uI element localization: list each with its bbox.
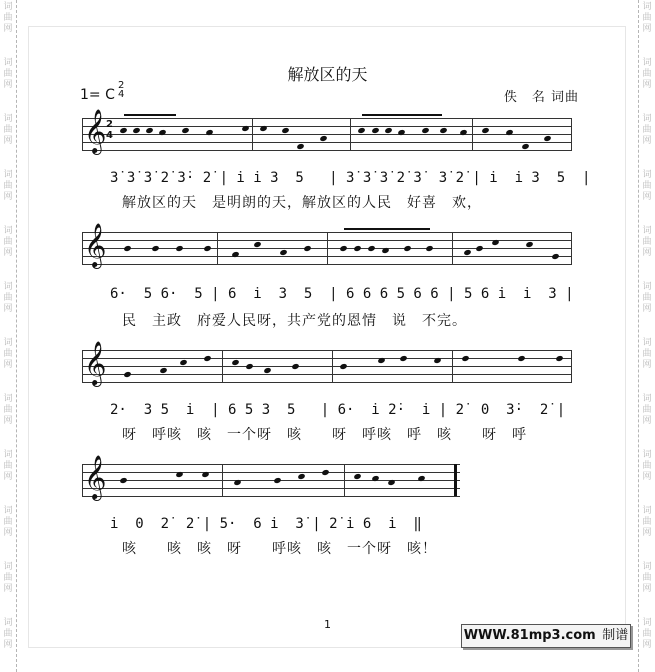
brand-link[interactable] — [461, 624, 631, 648]
watermark-glyph: 曲 — [642, 13, 652, 23]
watermark-glyph: 词 — [642, 170, 652, 180]
watermark-glyph: 词 — [642, 450, 652, 460]
watermark-glyph: 曲 — [3, 181, 13, 191]
author-credit: 佚 名 词曲 — [503, 90, 579, 105]
jianpu-line-1: 3̇ 3̇ 3̇ 2̇ 3̇· 2̇ | i̇ i̇ 3 5 | 3̇ 3̇ 3̇ 2̇ 3̇ 3̇ 2̇ | i̇ i̇ 3 5 | — [110, 170, 591, 186]
watermark-glyph: 词 — [642, 226, 652, 236]
watermark-glyph: 曲 — [3, 293, 13, 303]
time-signature — [118, 81, 124, 99]
watermark-glyph: 曲 — [3, 349, 13, 359]
right-watermark-column — [639, 0, 655, 672]
watermark-glyph: 网 — [3, 248, 13, 258]
staff-system-1 — [82, 109, 572, 153]
watermark-glyph: 词 — [3, 58, 13, 68]
watermark-glyph: 曲 — [642, 181, 652, 191]
watermark-glyph: 曲 — [3, 517, 13, 527]
watermark-glyph: 网 — [3, 136, 13, 146]
watermark-glyph: 网 — [3, 304, 13, 314]
watermark-glyph: 词 — [642, 394, 652, 404]
right-divider — [638, 0, 639, 672]
watermark-glyph: 词 — [642, 562, 652, 572]
watermark-glyph: 曲 — [642, 517, 652, 527]
watermark-glyph: 曲 — [3, 461, 13, 471]
lyric-line-3: 呀 呼咳 咳 一个呀 咳 呀 呼咳 呼 咳 呀 呼 — [122, 427, 527, 443]
watermark-glyph: 网 — [642, 136, 652, 146]
page-number: 1 — [324, 618, 331, 631]
watermark-glyph: 词 — [3, 170, 13, 180]
watermark-glyph: 网 — [642, 528, 652, 538]
left-divider — [16, 0, 17, 672]
watermark-glyph: 词 — [642, 2, 652, 12]
watermark-glyph: 曲 — [3, 237, 13, 247]
watermark-glyph: 词 — [642, 618, 652, 628]
watermark-glyph: 曲 — [642, 69, 652, 79]
watermark-glyph: 词 — [3, 394, 13, 404]
watermark-glyph: 网 — [642, 24, 652, 34]
lyric-line-2: 民 主政 府爱人民呀，共产党的恩情 说 不完。 — [122, 313, 467, 329]
watermark-glyph: 曲 — [3, 13, 13, 23]
watermark-glyph: 网 — [3, 416, 13, 426]
watermark-glyph: 曲 — [642, 293, 652, 303]
lyric-line-1: 解放区的天 是明朗的天，解放区的人民 好喜 欢， — [122, 195, 482, 211]
treble-clef-icon: 𝄞 — [84, 223, 107, 267]
watermark-glyph: 曲 — [642, 629, 652, 639]
lyric-line-4: 咳 咳 咳 呀 呼咳 咳 一个呀 咳！ — [122, 541, 437, 557]
watermark-glyph: 网 — [642, 360, 652, 370]
watermark-glyph: 词 — [642, 282, 652, 292]
watermark-glyph: 网 — [3, 192, 13, 202]
watermark-glyph: 曲 — [3, 629, 13, 639]
jianpu-line-2: 6· 5 6· 5 | 6 i̇ 3 5 | 6 6 6 5 6 6 | 5 6 i̇ i̇ 3 | — [110, 286, 574, 302]
time-top: 2 — [118, 80, 125, 91]
treble-clef-icon: 𝄞 — [84, 109, 107, 153]
watermark-glyph: 网 — [3, 24, 13, 34]
watermark-glyph: 曲 — [642, 405, 652, 415]
watermark-glyph: 词 — [3, 618, 13, 628]
treble-clef-icon: 𝄞 — [84, 341, 107, 385]
staff-time-signature: 2 4 — [106, 119, 113, 141]
watermark-glyph: 网 — [3, 472, 13, 482]
left-watermark-column — [0, 0, 16, 672]
watermark-glyph: 曲 — [3, 405, 13, 415]
watermark-glyph: 曲 — [3, 69, 13, 79]
key-label: 1= C — [80, 87, 115, 103]
jianpu-line-4: i̇ 0 2̇ 2̇ | 5· 6 i̇ 3̇ | 2̇ i̇ 6 i̇ ‖ — [110, 516, 422, 532]
watermark-glyph: 词 — [3, 226, 13, 236]
watermark-glyph: 网 — [3, 80, 13, 90]
key-signature — [80, 80, 125, 103]
staff-system-4 — [82, 455, 460, 499]
watermark-glyph: 词 — [3, 338, 13, 348]
watermark-glyph: 词 — [3, 450, 13, 460]
brand-url: WWW.81mp3.com — [463, 628, 596, 643]
watermark-glyph: 词 — [642, 58, 652, 68]
watermark-glyph: 曲 — [642, 573, 652, 583]
watermark-glyph: 词 — [3, 2, 13, 12]
watermark-glyph: 词 — [642, 114, 652, 124]
brand-suffix: 制谱 — [602, 628, 629, 643]
watermark-glyph: 网 — [642, 304, 652, 314]
watermark-glyph: 词 — [3, 506, 13, 516]
watermark-glyph: 曲 — [642, 349, 652, 359]
watermark-glyph: 词 — [642, 338, 652, 348]
treble-clef-icon: 𝄞 — [84, 455, 107, 499]
staff-system-3 — [82, 341, 572, 385]
watermark-glyph: 词 — [642, 506, 652, 516]
watermark-glyph: 网 — [3, 640, 13, 650]
watermark-glyph: 曲 — [642, 461, 652, 471]
time-bottom: 4 — [118, 89, 125, 100]
watermark-glyph: 曲 — [642, 125, 652, 135]
watermark-glyph: 网 — [3, 584, 13, 594]
watermark-glyph: 网 — [3, 360, 13, 370]
watermark-glyph: 曲 — [642, 237, 652, 247]
staff-system-2 — [82, 223, 572, 267]
watermark-glyph: 网 — [642, 248, 652, 258]
watermark-glyph: 网 — [642, 584, 652, 594]
jianpu-line-3: 2· 3 5 i̇ | 6 5 3 5 | 6· i̇ 2̇· i̇ | 2̇ 0 3̇· 2̇ | — [110, 402, 566, 418]
watermark-glyph: 网 — [642, 192, 652, 202]
watermark-glyph: 网 — [642, 80, 652, 90]
song-title: 解放区的天 — [287, 65, 368, 84]
watermark-glyph: 网 — [3, 528, 13, 538]
watermark-glyph: 网 — [642, 640, 652, 650]
watermark-glyph: 词 — [3, 562, 13, 572]
watermark-glyph: 词 — [3, 114, 13, 124]
watermark-glyph: 曲 — [3, 573, 13, 583]
watermark-glyph: 曲 — [3, 125, 13, 135]
watermark-glyph: 网 — [642, 472, 652, 482]
watermark-glyph: 词 — [3, 282, 13, 292]
watermark-glyph: 网 — [642, 416, 652, 426]
